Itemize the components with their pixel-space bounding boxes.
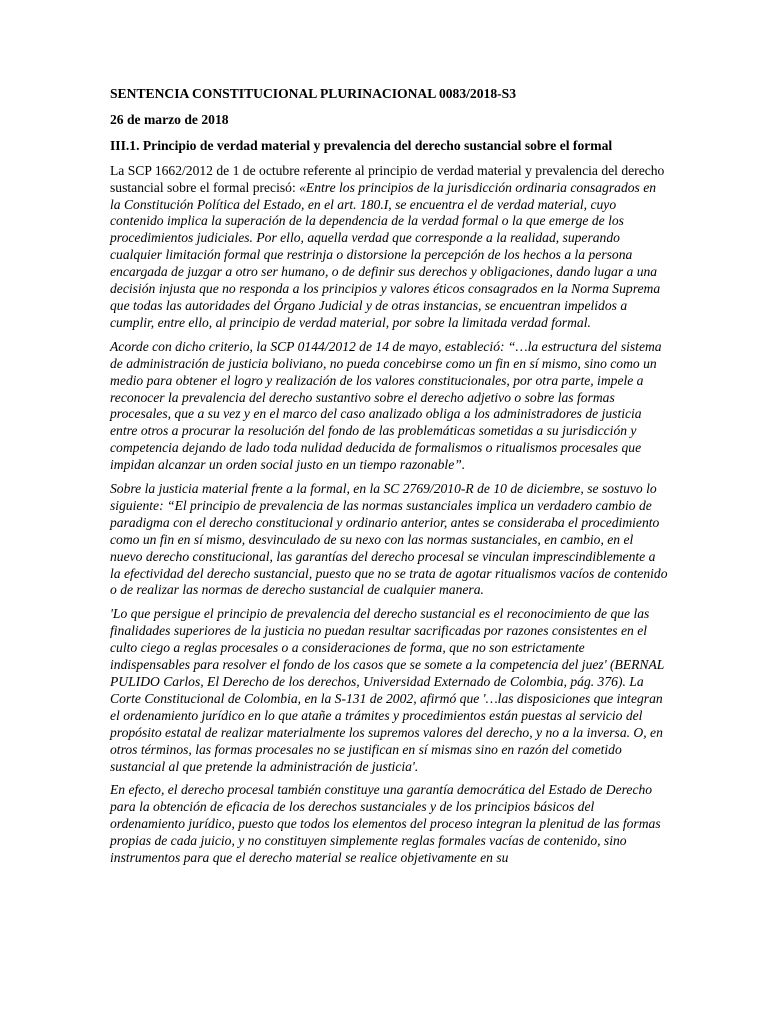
paragraph-1-intro: La SCP 1662/2012 de 1 de octubre referente al principio de verdad material y prevalencia del derecho sustancial sobre el formal precisó: <box>110 162 665 195</box>
document-title: SENTENCIA CONSTITUCIONAL PLURINACIONAL 0083/2018-S3 <box>110 86 516 101</box>
paragraph-5: En efecto, el derecho procesal también constituye una garantía democrática del Estado de Derecho para la obtención de eficacia de los derechos sustanciales y de los principios básicos del ordenamiento jurídico, puesto que todos los elementos del proceso integran la plenitud de las formas propias de cada juicio, y no constituyen simplemente reglas formales vacías de contenido, sino instrumentos para que el derecho material se realice objetivamente en su <box>110 782 661 866</box>
paragraph-4: 'Lo que persigue el principio de prevalencia del derecho sustancial es el reconocimiento de que las finalidades superiores de la justicia no puedan resultar sacrificadas por razones consistentes en el culto ciego a reglas procesales o a consideraciones de forma, que no son estrictamente indispensables para resolver el fondo de los casos que se somete a la competencia del juez' (BERNAL PULIDO Carlos, El Derecho de los derechos, Universidad Externado de Colombia, pág. 376). La Corte Constitucional de Colombia, en la S-131 de 2002, afirmó que '…las disposiciones que integran el ordenamiento jurídico en lo que atañe a trámites y procedimientos están puestas al servicio del propósito estatal de realizar materialmente los supremos valores del derecho, y no a la inversa. O, en otros términos, las formas procesales no se justifican en sí mismas sino en razón del cometido sustancial al que pretende la administración de justicia'. <box>110 606 665 774</box>
document-date: 26 de marzo de 2018 <box>110 111 229 127</box>
paragraph-1 <box>110 163 668 332</box>
section-heading: III.1. Principio de verdad material y prevalencia del derecho sustancial sobre el formal <box>110 137 613 153</box>
paragraph-3: Sobre la justicia material frente a la formal, en la SC 2769/2010-R de 10 de diciembre, se sostuvo lo siguiente: “El principio de prevalencia de las normas sustanciales implica un verdadero cambio de paradigma con el derecho constitucional y ordinario anterior, antes se consideraba el procedimiento como un fin en sí mismo, desvinculado de su nexo con las normas sustanciales, en cambio, en el nuevo derecho constitucional, las garantías del derecho procesal se vinculan imprescindiblemente a la efectividad del derecho sustancial, puesto que no se trata de agotar ritualismos vacíos de contenido o de realizar las normas de derecho sustancial de cualquier manera. <box>110 481 668 598</box>
paragraph-2: Acorde con dicho criterio, la SCP 0144/2012 de 14 de mayo, estableció: “…la estructura del sistema de administración de justicia boliviano, no pueda concebirse como un fin en sí mismo, sino como un medio para obtener el logro y realización de los valores constitucionales, por otra parte, impele a reconocer la prevalencia del derecho sustantivo sobre el derecho adjetivo o sobre las formas procesales, que a su vez y en el marco del caso analizado obliga a los administradores de justicia entre otros a procurar la resolución del fondo de las problemáticas sometidas a su jurisdicción y competencia dejando de lado toda nulidad deducida de formalismos o ritualismos procesales que impidan alcanzar un orden social justo en un tiempo razonable”. <box>110 338 662 473</box>
paragraph-1-quote: «Entre los principios de la jurisdicción ordinaria consagrados en la Constitución Política del Estado, en el art. 180.I, se encuentra el de verdad material, cuyo contenido implica la superación de la dependencia de la verdad formal o la que emerge de los procedimientos judiciales. Por ello, aquella verdad que corresponde a la realidad, superando cualquier limitación formal que restrinja o distorsione la percepción de los hechos a la persona encargada de juzgar a otro ser humano, o de definir sus derechos y obligaciones, dando lugar a una decisión injusta que no responda a los principios y valores éticos consagrados en la Norma Suprema que todas las autoridades del Órgano Judicial y de otras instancias, se encuentran impelidos a cumplir, entre ello, al principio de verdad material, por sobre la limitada verdad formal. <box>110 179 661 330</box>
